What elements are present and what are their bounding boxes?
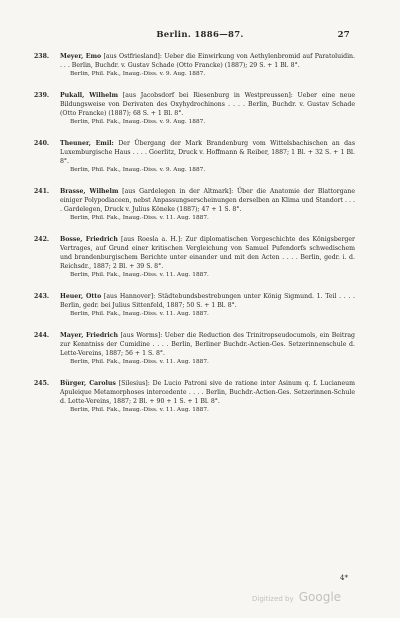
list-item: [34, 91, 355, 127]
entry-text: [60, 379, 355, 406]
dissertation-note: Berlin, Phil. Fak., Inaug.-Diss. v. 9. Aug. 1887.: [70, 119, 206, 125]
entry-number: 243.: [34, 293, 50, 300]
watermark-brand: Google: [298, 590, 342, 604]
header-title: Berlin. 1886—87.: [156, 30, 244, 40]
signature-mark: 4*: [340, 574, 348, 582]
author-name: Pukall, Wilhelm: [60, 92, 119, 99]
list-item: [34, 235, 355, 280]
author-name: Mayer, Friedrich: [60, 332, 119, 339]
entry-citation: [aus Worms]: Ueber die Reduction des Trinitropseudocumols, ein Beitrag zur Kenntniss der Cumidine . . . . Berlin, Berliner Buchdr.-Actien-Ges. Setzerinnenschule d. Lette-Vereins, 1887; 56 + 1 S. 8°.: [60, 332, 355, 357]
author-name: Bosse, Friedrich: [60, 236, 118, 243]
dissertation-note: Berlin, Phil. Fak., Inaug.-Diss. v. 11. Aug. 1887.: [70, 272, 209, 278]
entry-text: [60, 187, 355, 214]
page-number: 27: [337, 30, 350, 40]
entry-number: 239.: [34, 92, 50, 99]
running-header: [0, 30, 400, 44]
list-item: [34, 379, 356, 415]
list-item: [34, 187, 355, 223]
entry-text: [60, 139, 355, 166]
dissertation-note: Berlin, Phil. Fak., Inaug.-Diss. v. 11. Aug. 1887.: [70, 359, 209, 365]
author-name: Meyer, Emo: [60, 53, 102, 60]
entry-citation: [aus Ostfriesland]: Ueber die Einwirkung von Aethylenbromid auf Paratoluidin. . . . Berlin, Buchdr. v. Gustav Schade (Otto Francke) (1887); 29 S. + 1 Bl. 8°.: [60, 53, 355, 69]
dissertation-note: Berlin, Phil. Fak., Inaug.-Diss. v. 9. Aug. 1887.: [70, 167, 206, 173]
entry-number: 241.: [34, 188, 50, 195]
list-item: [34, 292, 355, 319]
author-name: Bürger, Carolus: [60, 380, 116, 387]
entry-number: 238.: [34, 53, 50, 60]
list-item: [34, 52, 355, 79]
list-item: [34, 331, 355, 367]
watermark-prefix: Digitized by: [252, 595, 294, 603]
author-name: Theuner, Emil:: [60, 140, 114, 147]
entry-text: [60, 91, 355, 118]
entry-citation: [aus Jacobsdorf bei Riesenburg in Westpreussen]: Ueber eine neue Bildungsweise von Derivaten des Oxyhydrochinons . . . . Berlin, Buchdr. v. Gustav Schade (Otto Francke) (1887); 68 S. + 1 Bl. 8°.: [60, 92, 355, 117]
entry-citation: [aus Gardelegen in der Altmark]: Über die Anatomie der Blattorgane einiger Polypodiaceen, nebst Anpassungserscheinungen derselben an Klima und Standort . . . . Gardelegen, Druck v. Julius Köneke (1887); 47 + 1 S. 8°.: [60, 188, 355, 213]
dissertation-note: Berlin, Phil. Fak., Inaug.-Diss. v. 11. Aug. 1887.: [70, 311, 209, 317]
entry-number: 240.: [34, 140, 50, 147]
entry-text: [60, 52, 355, 70]
list-item: [34, 139, 355, 175]
entry-citation: Der Übergang der Mark Brandenburg vom Wittelsbachischen an das Luxemburgische Haus . . . . Goerlitz, Druck v. Hoffmann & Reiber, 1887; 1 Bl. + 32 S. + 1 Bl. 8°.: [60, 140, 355, 165]
author-name: Heuer, Otto: [60, 293, 102, 300]
entry-text: [60, 331, 355, 358]
dissertation-list: [34, 52, 356, 427]
author-name: Brasse, Wilhelm: [60, 188, 119, 195]
entry-number: 242.: [34, 236, 50, 243]
entry-number: 245.: [34, 380, 50, 387]
entry-citation: [aus Roesla a. H.]: Zur diplomatischen Vorgeschichte des Königsberger Vertrages, auf Grund einer kritischen Vergleichung von Samuel Pufendorfs schwedischem und brandenburgischem Berichte unter einander und mit den Acten . . . . Berlin, gedr. i. d. Reichsdr., 1887; 2 Bl. + 39 S. 8°.: [60, 236, 355, 270]
entry-text: [60, 235, 355, 271]
entry-citation: [aus Hannover]: Städtebundsbestrebungen unter König Sigmund. 1. Teil . . . . Berlin, gedr. bei Julius Sittenfeld, 1887; 50 S. + 1 Bl. 8°.: [60, 293, 355, 309]
entry-number: 244.: [34, 332, 50, 339]
entry-citation: [Silesius]: De Lucio Patroni sive de ratione inter Asinum q. f. Lucianeum Apuleique Metamorphoses intercedente . . . . Berlin, Buchdr.-Actien-Ges. Setzerinnen-Schule d. Lette-Vereins, 1887; 2 Bl. + 90 + 1 S. + 1 Bl. 8°.: [60, 380, 356, 405]
dissertation-note: Berlin, Phil. Fak., Inaug.-Diss. v. 11. Aug. 1887.: [70, 407, 209, 413]
google-watermark: [252, 586, 341, 605]
entry-text: [60, 292, 355, 310]
dissertation-note: Berlin, Phil. Fak., Inaug.-Diss. v. 9. Aug. 1887.: [70, 71, 206, 77]
dissertation-note: Berlin, Phil. Fak., Inaug.-Diss. v. 11. Aug. 1887.: [70, 215, 209, 221]
